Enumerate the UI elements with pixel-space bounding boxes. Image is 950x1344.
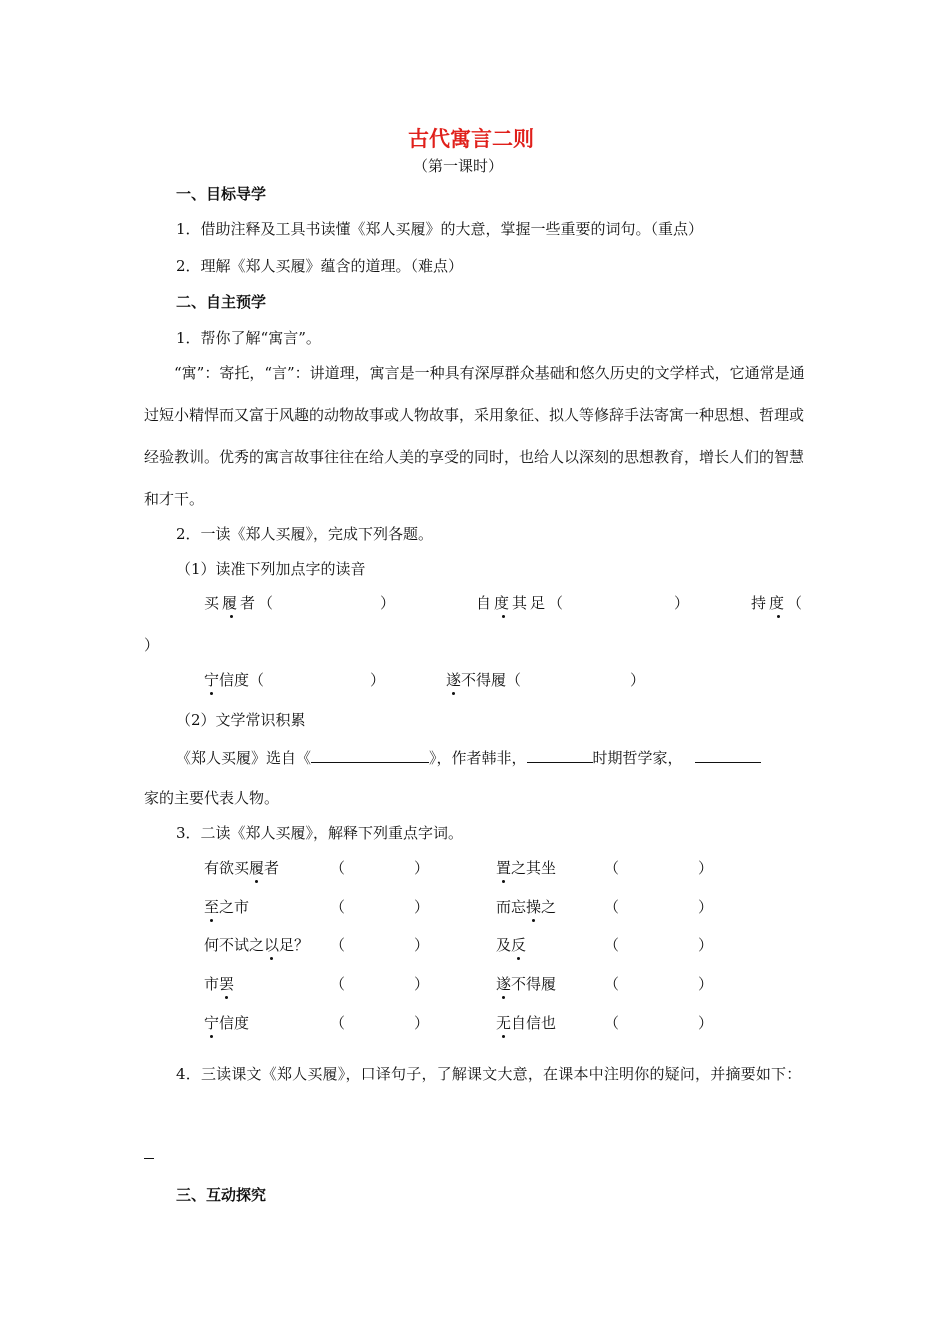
pronunciation-blank-close: ） [144,636,160,654]
vocabulary-item: 置之其坐 [496,859,557,877]
answer-paren-open: （ [604,936,620,954]
vocabulary-item: 及反 [496,936,527,954]
vocabulary-item: 何不试之以足？ [204,936,310,954]
answer-paren-open: （ [604,898,620,916]
question-2-2: （2）文学常识积累 [176,711,306,729]
vocabulary-item: 而忘操之 [496,898,557,916]
vocabulary-item: 无自信也 [496,1014,557,1032]
answer-paren-close: ） [698,975,714,993]
answer-paren-close: ） [698,898,714,916]
question-3: 3．二读《郑人买履》，解释下列重点字词。 [176,824,464,842]
answer-paren-close: ） [698,1014,714,1032]
pronunciation-blank-close: ） [674,594,690,612]
answer-paren-open: （ [330,859,346,877]
pronunciation-blank-close: ） [380,594,396,612]
answer-paren-open: （ [604,1014,620,1032]
pronunciation-item: 遂不得履（ [446,671,522,689]
vocabulary-item: 有欲买履者 [204,859,280,877]
question-4: 4．三读课文《郑人买履》，口译句子，了解课文大意，在课本中注明你的疑问，并摘要如下： [176,1065,802,1083]
pronunciation-blank-close: ） [630,671,646,689]
literary-knowledge-line: 《郑人买履》选自《 》，作者韩非， 时期哲学家， [176,746,761,768]
answer-paren-open: （ [330,936,346,954]
answer-paren-close: ） [414,898,430,916]
answer-paren-close: ） [414,975,430,993]
answer-line-stub [144,1158,154,1159]
page-title: 古代寓言二则 [408,126,534,151]
goal-item: 2．理解《郑人买履》蕴含的道理。（难点） [176,257,464,275]
pronunciation-blank-close: ） [370,671,386,689]
answer-blank[interactable] [695,746,761,763]
question-2-1: （1）读准下列加点字的读音 [176,560,366,578]
question-2: 2．一读《郑人买履》，完成下列各题。 [176,525,434,543]
answer-paren-open: （ [604,859,620,877]
section-heading-goals: 一、目标导学 [176,185,267,203]
answer-paren-open: （ [330,1014,346,1032]
answer-paren-open: （ [330,975,346,993]
section-heading-preview: 二、自主预学 [176,293,267,311]
answer-paren-close: ） [414,1014,430,1032]
page-subtitle: （第一课时） [413,157,504,175]
answer-paren-close: ） [698,936,714,954]
answer-blank[interactable] [527,746,593,763]
section-heading-explore: 三、互动探究 [176,1186,267,1204]
answer-blank[interactable] [311,746,429,763]
answer-paren-close: ） [414,859,430,877]
answer-paren-open: （ [604,975,620,993]
pronunciation-item: 买履者（ [204,594,277,612]
pronunciation-item: 持度（ [751,594,806,612]
pronunciation-item: 宁信度（ [204,671,265,689]
vocabulary-item: 市罢 [204,975,235,993]
answer-paren-close: ） [414,936,430,954]
fable-definition-paragraph: “寓”：寄托，“言”：讲道理，寓言是一种具有深厚群众基础和悠久历史的文学样式，它通常是通过短小精悍而又富于风趣的动物故事或人物故事，采用象征、拟人等修辞手法寄寓一种思想、哲理或经验教训。优秀的寓言故事往往在给人美的享受的同时，也给人以深刻的思想教育，增长人们的智慧和才干。 [144,364,805,508]
vocabulary-item: 遂不得履 [496,975,557,993]
pronunciation-item: 自度其足（ [476,594,567,612]
answer-paren-open: （ [330,898,346,916]
question-1: 1．帮你了解“寓言”。 [176,329,321,347]
answer-paren-close: ） [698,859,714,877]
goal-item: 1．借助注释及工具书读懂《郑人买履》的大意，掌握一些重要的词句。（重点） [176,220,704,238]
vocabulary-item: 宁信度 [204,1014,250,1032]
vocabulary-item: 至之市 [204,898,250,916]
literary-knowledge-line-end: 家的主要代表人物。 [144,789,280,807]
